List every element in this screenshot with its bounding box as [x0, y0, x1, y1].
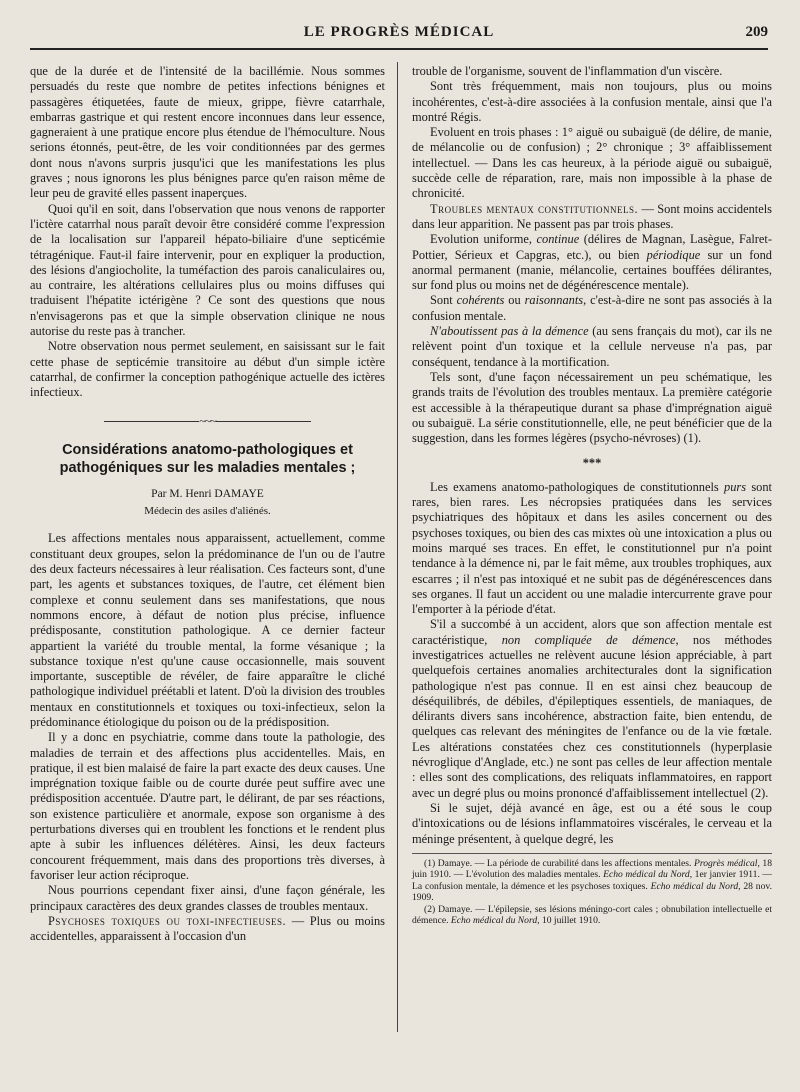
paragraph: Evolution uniforme, continue (délires de Magnan, Lasègue, Falret-Pottier, Sérieux et Capgras, etc.), ou bien périodique sur un fond anormal permanent (manie, mélancolie, certaines bouffées délirantes, sur fond plus ou moins net de dégénérescence mentale).: [412, 232, 772, 293]
footnotes: [412, 853, 772, 927]
article-title: Considérations anatomo-pathologiques et pathogéniques sur les maladies mentales ;: [59, 441, 356, 476]
section-asterism: ***: [582, 456, 602, 471]
paragraph: que de la durée et de l'intensité de la bacillémie. Nous sommes persuadés du reste que nombre de petites infections bénignes et passagères étiquetées, faute de mieux, grippe, fièvre catarrhale, embarras gastrique et qui restent encore inconnues dans leur essence, gagneraient à une pratique encore plus étendue de l'hémoculture. Nous serions étonnés, peut-être, de les voir conditionnées par des germes dont nous n'avons surpris jusqu'ici que les manifestations les plus graves ; nous ignorons les plus bénignes parce qu'en raison même de leur peu de gravité elles passent inaperçues.: [30, 64, 385, 201]
paragraph: Sont très fréquemment, mais non toujours, plus ou moins incohérentes, c'est-à-dire associées à la confusion mentale, ainsi que l'a montré Régis.: [412, 79, 772, 124]
paragraph: trouble de l'organisme, souvent de l'inflammation d'un viscère.: [412, 64, 723, 78]
paragraph: Sont cohérents ou raisonnants, c'est-à-dire ne sont pas associés à la confusion mentale.: [412, 293, 772, 323]
paragraph: Les examens anatomo-pathologiques de constitutionnels purs sont rares, bien rares. Les nécropsies pratiquées dans les services psychiatriques des hôpitaux et dans les asiles concernent ou des psychoses toxiques, ou bien des cas mixtes où une intoxication a plus ou moins marqué ses traces. En effet, le constitutionnel pur n'a point tendance à la démence ni, par le fait même, aux troubles trophiques, aux escarres ; il n'est pas intoxiqué et ne subit pas de dégénérescences dans ses organes. Il faut un accident ou une maladie intercurrente grave pour l'emporter à la période d'état.: [412, 479, 772, 617]
section-label: Psychoses toxiques ou toxi-infectieuses.: [48, 913, 287, 928]
right-column: [412, 64, 772, 927]
paragraph: Troubles mentaux constitutionnels. — Sont moins accidentels dans leur apparition. Ne passent pas par trois phases.: [412, 201, 772, 231]
paragraph: Notre observation nous permet seulement, en saisissant sur le fait cette phase de septicémie transitoire au début d'un simple ictère catarrhal, de confirmer la conception pathogénique actuelle des ictères infectieux.: [30, 339, 385, 400]
paragraph: S'il a succombé à un accident, alors que son affection mentale est caractéristique, non compliquée de démence, nos méthodes investigatrices actuelles ne relèvent aucune lésion appréciable, à part quelquefois certaines anomalies architecturales dont la signification pathologique n'est pas connue. Il en est ainsi chez beaucoup de déséquilibrés, de débiles, d'épileptiques essentiels, de maniaques, de délirants divers sans incohérence, abstraction faite, bien entendu, de quelques cas relevant des méningites de l'enfance ou de la vie fœtale. Les altérations constatées chez ces constitutionnels (hyperplasie névroglique d'Anglade, etc.) ne sont pas celles de leur affection mentale : elles sont des complications, des reliquats inflammatoires, en rapport avec un degré plus ou moins prononcé d'affaiblissement intellectuel (2).: [412, 617, 772, 800]
left-column: [30, 64, 385, 944]
column-divider: [397, 62, 398, 1032]
paragraph: Tels sont, d'une façon nécessairement un peu schématique, les grands traits de l'évolution des troubles mentaux. La première catégorie est accessible à la thérapeutique durant sa phase d'imprégnation aiguë ou subaiguë. La série constitutionnelle, elle, ne peut bénéficier que de la suggestion, dans les formes légères (psycho-névroses) (1).: [412, 369, 772, 446]
paragraph: Psychoses toxiques ou toxi-infectieuses. — Plus ou moins accidentelles, apparaissent à l'occasion d'un: [30, 913, 385, 944]
paragraph: Il y a donc en psychiatrie, comme dans toute la pathologie, des maladies de terrain et des affections plus accidentelles. Mais, en pratique, il est bien malaisé de faire la part exacte des deux causes. Une imprégnation toxique faible ou de courte durée peut suffire avec une prédisposition accentuée. D'autre part, le délirant, de par ses réactions, son existence particulière et anormale, expose son organisme à des perturbations diverses qui en troublent les fonctions et le rendent plus apte à subir les influences délétères. Ainsi, les deux facteurs concourent fréquemment, mais dans des proportions très diverses, à favoriser leur action réciproque.: [30, 730, 385, 882]
page-number: 209: [745, 24, 768, 40]
journal-title: LE PROGRÈS MÉDICAL: [303, 24, 495, 40]
author-byline: Par M. Henri DAMAYE: [151, 487, 264, 500]
page-header: [30, 22, 768, 50]
section-label: Troubles mentaux constitutionnels.: [430, 201, 639, 216]
footnote: (1) Damaye. — La période de curabilité dans les affections mentales. Progrès médical, 18 juin 1910. — L'évolution des maladies mentales. Echo médical du Nord, 1er janvier 1911. — La confusion mentale, la démence et les psychoses toxiques. Echo médical du Nord, 28 nov. 1909.: [412, 857, 773, 904]
paragraph: Evoluent en trois phases : 1° aiguë ou subaiguë (de délire, de manie, de mélancolie ou de confusion) ; 2° chronique ; 3° affaiblissement intellectuel. — Dans les cas heureux, à la période aiguë ou subaiguë, succède celle de réparation, rare, mais non impossible à la phase de chronicité.: [412, 125, 772, 201]
paragraph: N'aboutissent pas à la démence (au sens français du mot), car ils ne relèvent point d'un toxique et la cellule nerveuse n'a pas, par conséquent, tendance à la mortification.: [412, 324, 772, 369]
section-ornament: ~~~: [30, 414, 385, 429]
footnote: (2) Damaye. — L'épilepsie, ses lésions méningo-cort cales ; obnubilation intellectuelle et démence. Echo médical du Nord, 10 juillet 1910.: [412, 903, 772, 927]
paragraph: Si le sujet, déjà avancé en âge, est ou a été sous le coup d'intoxications ou de lésions inflammatoires viscérales, le cerveau et la méninge présentent, à quelque degré, les: [412, 800, 772, 846]
paragraph: Quoi qu'il en soit, dans l'observation que nous venons de rapporter l'ictère catarrhal nous paraît devoir être considéré comme l'expression de la localisation sur l'appareil hépato-biliaire d'une septicémie tétragénique. Faut-il faire intervenir, pour en expliquer la production, des lésions d'angiocholite, la tuméfaction des parois canaliculaires ou, au contraire, les altérations cellulaires plus ou moins diffuses qui traduisent l'hépatite ictérigène ? Ce sont des questions que nous n'envisagerons pas et que la simple observation clinique ne nous autorise du reste pas à trancher.: [30, 201, 385, 339]
paragraph: Les affections mentales nous apparaissent, actuellement, comme constituant deux groupes, selon la prédominance de l'un ou de l'autre des deux facteurs nécessaires à leur réalisation. Ces facteurs sont, d'une part, les agents et substances toxiques, de l'autre, cet élément bien complexe et connu seulement dans ses manifestations, que nous nommons encore, à défaut de notion plus précise, influence prédisposante, constitution pathologique. A ce dernier facteur appartient la variété du trouble mental, la forme vésanique ; la substance toxique n'est qu'une cause occasionnelle, mais souvent importante, susceptible de révéler, de faire apparaître le cliché pathologique individuel préétabli et latent. D'où la division des troubles mentaux en constitutionnels et toxiques ou toxi-infectieux, selon la prédominance étiologique du poison ou de la prédisposition.: [30, 531, 385, 729]
paragraph: Nous pourrions cependant fixer ainsi, d'une façon générale, les principaux caractères des deux grandes classes de troubles mentaux.: [30, 883, 385, 913]
author-affiliation: Médecin des asiles d'aliénés.: [144, 505, 271, 518]
